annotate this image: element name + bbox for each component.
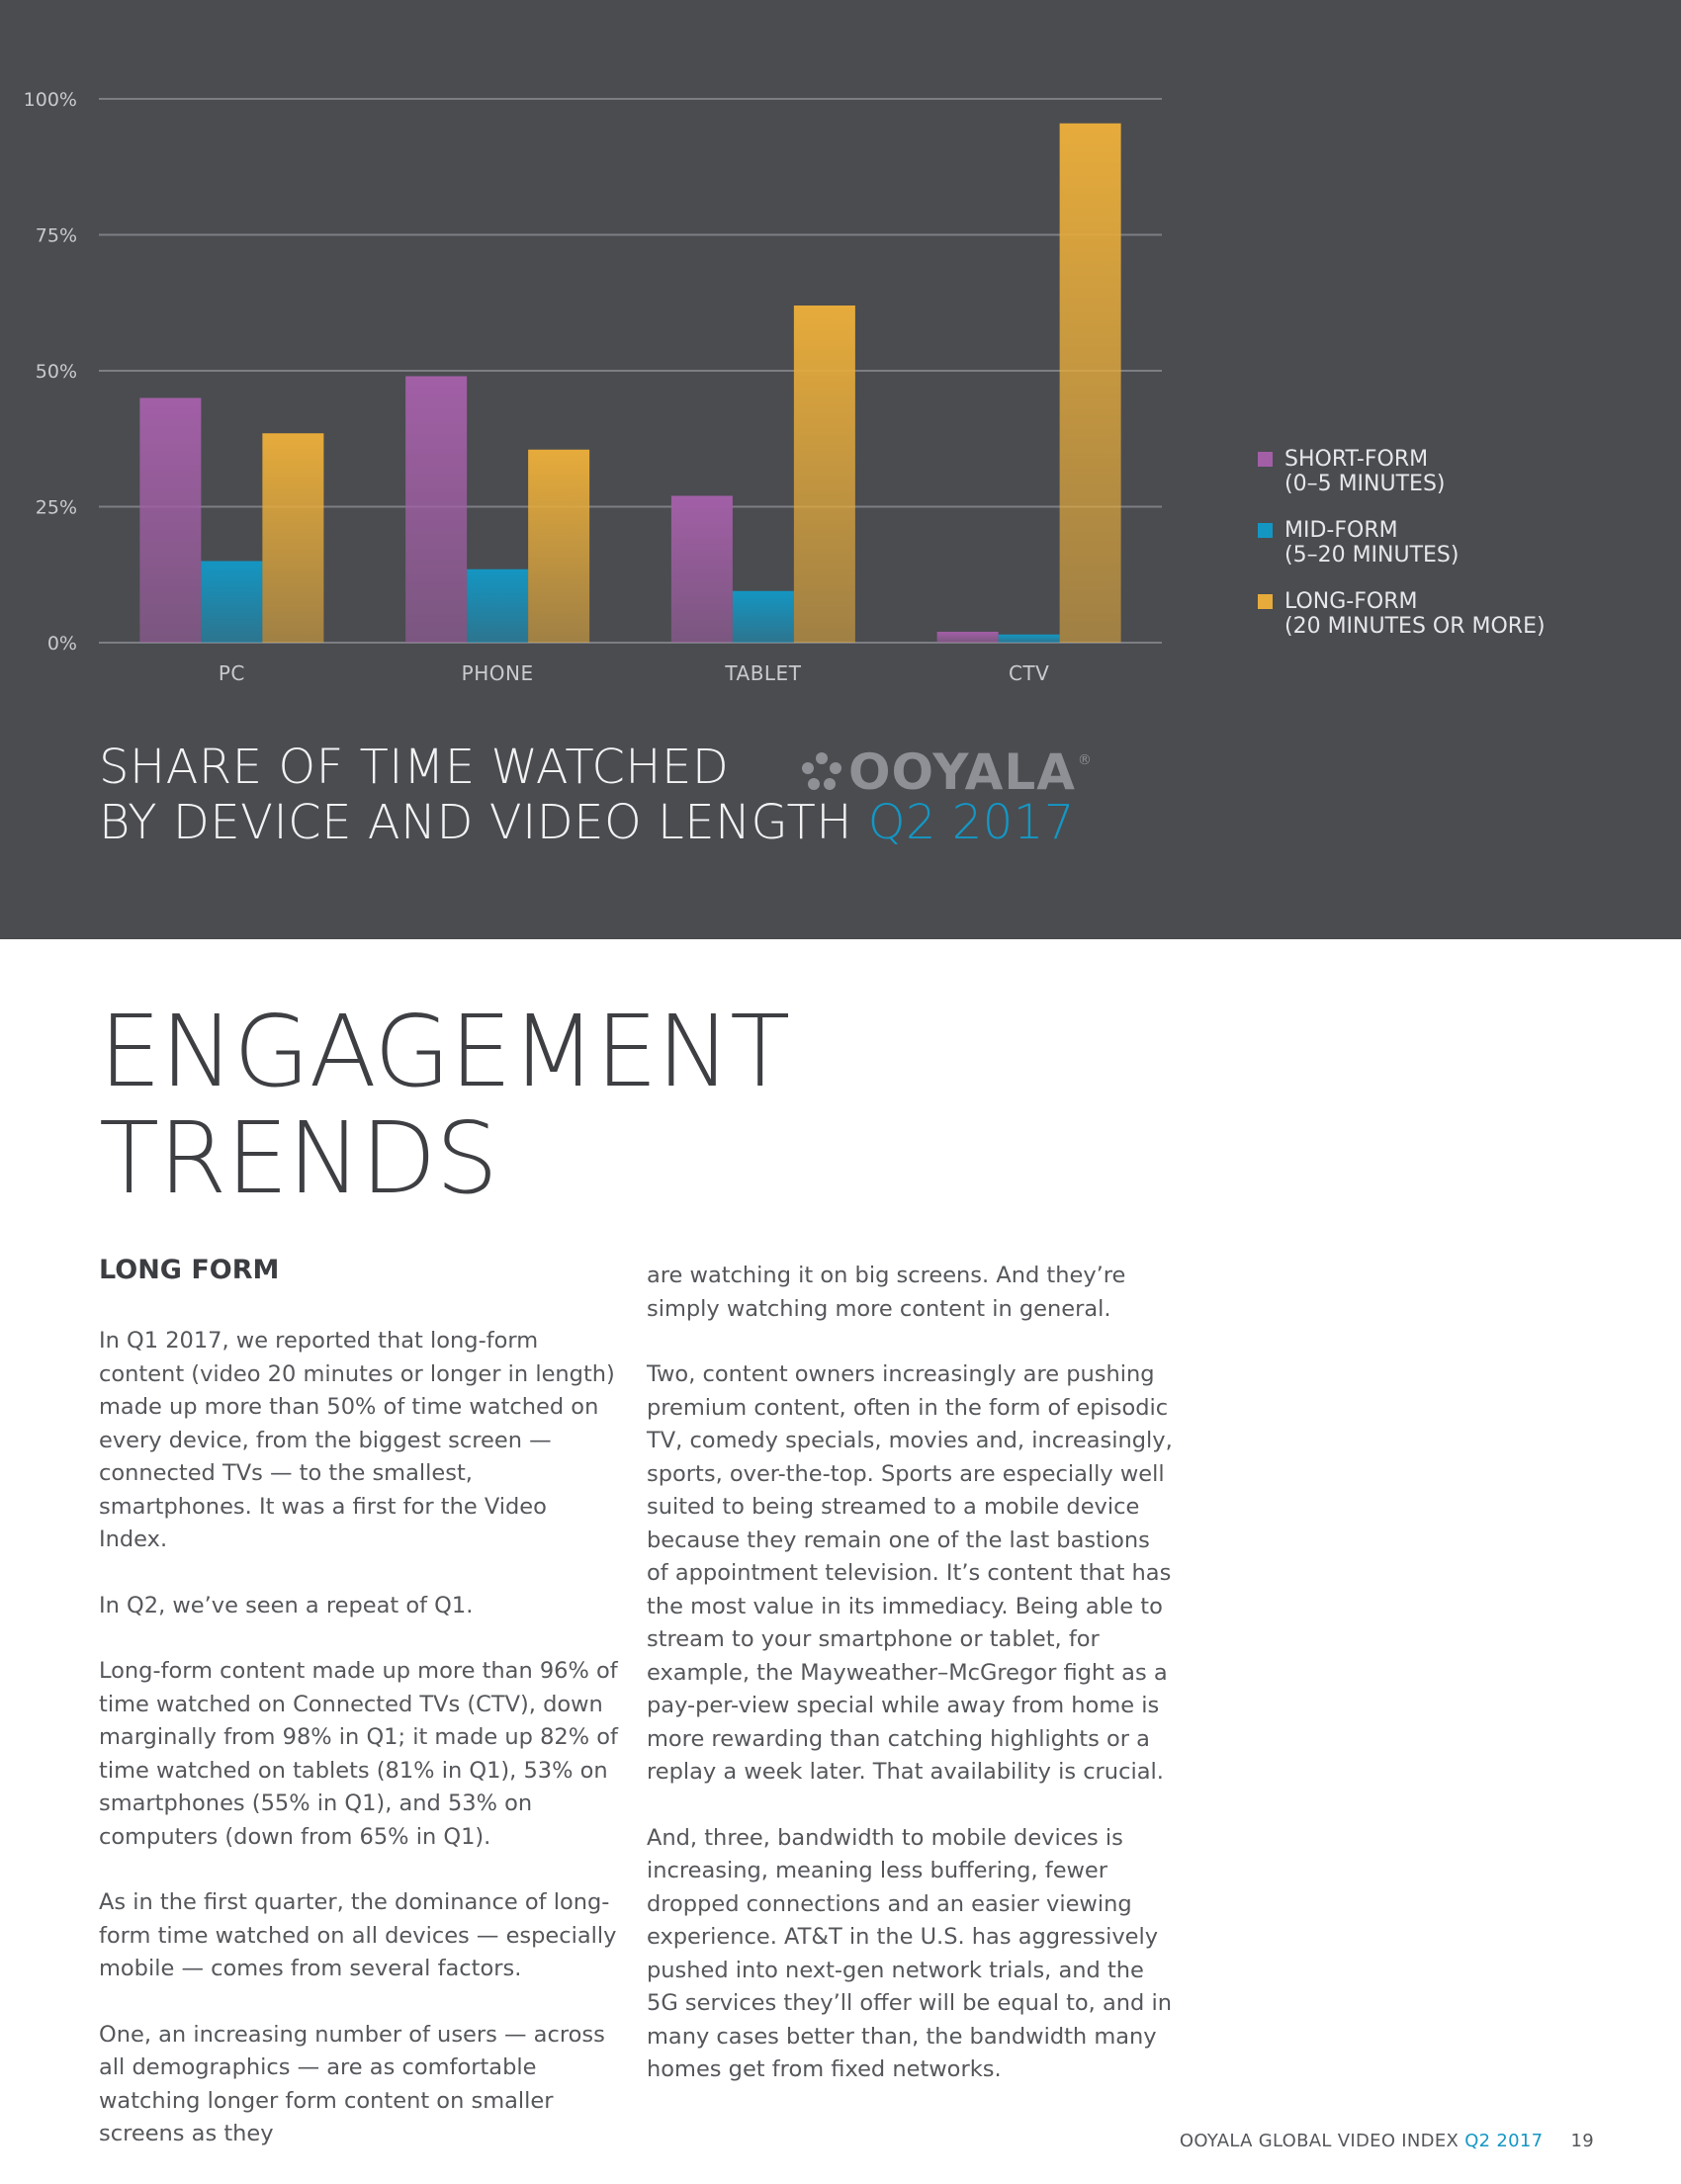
legend-label: SHORT-FORM: [1284, 447, 1429, 472]
footer-accent: Q2 2017: [1464, 2131, 1544, 2151]
legend-item-long-form: [1258, 589, 1546, 639]
paragraph: are watching it on big screens. And they’re simply watching more content in general.: [647, 1263, 1126, 1322]
y-tick-label: 50%: [35, 361, 77, 383]
y-tick-label: 25%: [35, 496, 77, 519]
legend-swatch-short-form: [1258, 452, 1273, 467]
x-tick-label: PC: [218, 661, 245, 685]
x-tick-label: TABLET: [725, 661, 802, 685]
chart-title-accent: Q2 2017: [867, 795, 1075, 850]
bar-phone-series-2: [467, 569, 528, 643]
paragraph: And, three, bandwidth to mobile devices is increasing, meaning less buffering, fewer dropped connections and an easier viewing experience. AT&T in the U.S. has aggressively pushed into next-gen network trials, and the 5G services they’ll offer will be equal to, and in many cases better than, the bandwidth many homes get from fixed networks.: [647, 1824, 1172, 2082]
article-column-left: [99, 1254, 621, 2184]
paragraph: In Q1 2017, we reported that long-form content (video 20 minutes or longer in length) made up more than 50% of time watched on every device, from the biggest screen — connected TVs — to the smallest, smartphones. It was a first for the Video Index.: [99, 1328, 615, 1552]
bar-ctv-series-1: [937, 632, 999, 643]
section-heading-line2: TRENDS: [99, 1100, 498, 1216]
bar-tablet-series-2: [733, 591, 794, 643]
x-tick-label: PHONE: [461, 661, 534, 685]
y-tick-label: 100%: [23, 89, 77, 111]
footer-label: OOYALA GLOBAL VIDEO INDEX: [1179, 2131, 1460, 2151]
bar-pc-series-2: [201, 562, 262, 644]
legend-label: MID-FORM: [1284, 518, 1398, 543]
x-tick-label: CTV: [1008, 661, 1050, 685]
legend-label: LONG-FORM: [1284, 589, 1418, 614]
bar-tablet-series-3: [794, 306, 855, 643]
chart-legend: [1258, 447, 1546, 660]
section-heading-line1: ENGAGEMENT: [99, 994, 790, 1109]
bar-pc-series-3: [262, 433, 323, 643]
bar-tablet-series-1: [671, 496, 733, 644]
chart-title-line2: BY DEVICE AND VIDEO LENGTH: [99, 795, 852, 850]
y-tick-label: 75%: [35, 224, 77, 247]
bar-phone-series-1: [405, 377, 467, 644]
legend-swatch-long-form: [1258, 594, 1273, 609]
legend-item-mid-form: [1258, 518, 1546, 568]
section-heading: [99, 994, 790, 1216]
page-footer: [1180, 2131, 1594, 2151]
paragraph: Long-form content made up more than 96% of time watched on Connected TVs (CTV), down marginally from 98% in Q1; it made up 82% of time watched on tablets (81% in Q1), 53% on smartphones (55% in Q1), and 53% on computers (down from 65% in Q1).: [99, 1658, 618, 1850]
legend-item-short-form: [1258, 447, 1546, 496]
chart-panel: [0, 0, 1681, 939]
y-tick-label: 0%: [46, 633, 77, 655]
logo-trademark: ®: [1077, 752, 1092, 768]
legend-sublabel: (5–20 MINUTES): [1284, 543, 1460, 568]
article-subheading: LONG FORM: [99, 1255, 280, 1285]
article-column-right: [647, 1260, 1173, 2120]
page-number: 19: [1570, 2131, 1594, 2151]
legend-swatch-mid-form: [1258, 523, 1273, 538]
chart-title-line1: SHARE OF TIME WATCHED: [99, 740, 730, 795]
paragraph: One, an increasing number of users — across all demographics — are as comfortable watching longer form content on smaller screens as they: [99, 2021, 605, 2146]
logo-text: OOYALA: [848, 743, 1076, 801]
legend-sublabel: (0–5 MINUTES): [1284, 472, 1446, 496]
chart-title: [99, 740, 1075, 850]
bar-ctv-series-3: [1060, 124, 1121, 643]
paragraph: In Q2, we’ve seen a repeat of Q1.: [99, 1592, 474, 1618]
bar-ctv-series-2: [999, 635, 1060, 643]
bar-phone-series-3: [528, 450, 589, 643]
paragraph: As in the first quarter, the dominance of long-form time watched on all devices — especially mobile — comes from several factors.: [99, 1889, 617, 1981]
paragraph: Two, content owners increasingly are pushing premium content, often in the form of episodic TV, comedy specials, movies and, increasingly, sports, over-the-top. Sports are especially well suited to being streamed to a mobile device because they remain one of the last bastions of appointment television. It’s content that has the most value in its immediacy. Being able to stream to your smartphone or tablet, for example, the Mayweather–McGregor fight as a pay-per-view special while away from home is more rewarding than catching highlights or a replay a week later. That availability is crucial.: [647, 1361, 1173, 1785]
bar-pc-series-1: [139, 398, 201, 644]
legend-sublabel: (20 MINUTES OR MORE): [1284, 614, 1546, 639]
